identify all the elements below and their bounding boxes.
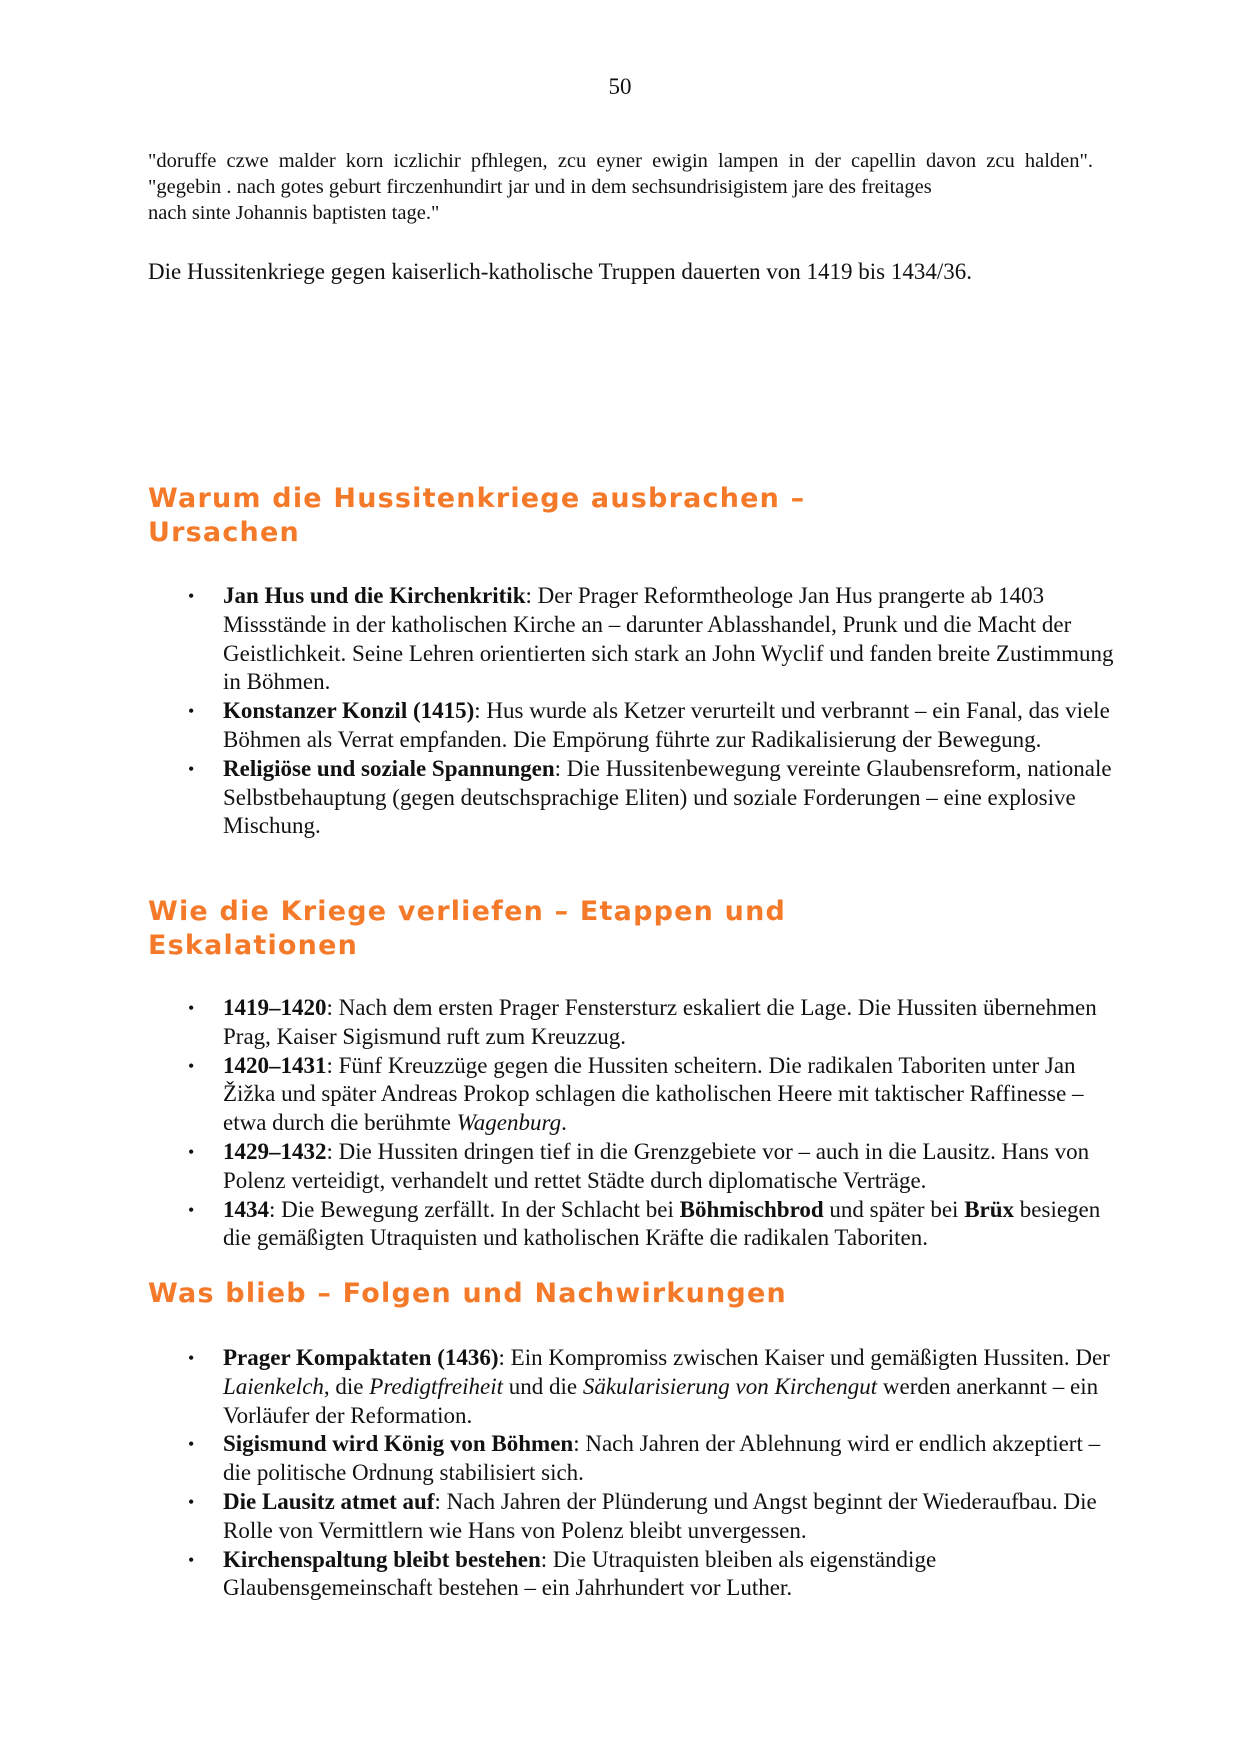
bullet-icon: • [188,758,195,779]
item-italic: Säkularisierung von Kirchengut [582,1373,878,1399]
item-title: Sigismund wird König von Böhmen [223,1431,574,1457]
bullet-icon: • [188,1434,195,1455]
section-heading-course [148,895,786,963]
item-title: Kirchenspaltung bleibt bestehen [223,1546,541,1572]
intro-paragraph: Die Hussitenkriege gegen kaiserlich-katholische Truppen dauerten von 1419 bis 1434/36. [148,259,973,284]
section-heading-causes [148,482,805,550]
list-item [0,994,1240,1052]
list-item [0,755,1240,841]
item-text: : Die Hussiten dringen tief in die Grenzgebiete vor – auch in die Lausitz. Hans von Polenz verteidigt, verhandelt und rettet Städte durch diplomatische Verträge. [223,1138,1090,1193]
item-text: besiegen die gemäßigten Utraquisten und katholischen Kräfte die radikalen Taboriten. [223,1196,1101,1251]
item-italic: Wagenburg [456,1110,562,1136]
bullet-icon: • [188,1141,195,1162]
item-text: und später bei [823,1196,965,1222]
bullet-icon: • [188,998,195,1018]
bullet-icon: • [188,1549,195,1570]
item-text: : Die Utraquisten bleiben als eigenständige Glaubensgemeinschaft bestehen – ein Jahrhundert vor Luther. [223,1546,937,1601]
item-title: Religiöse und soziale Spannungen [223,755,555,781]
bullet-list-consequences [0,1344,1240,1603]
bullet-list-causes [0,582,1240,841]
heading-line: Wie die Kriege verliefen – Etappen und [148,896,787,927]
item-text: : Hus wurde als Ketzer verurteilt und verbrannt – ein Fanal, das viele Böhmen als Verrat empfanden. Die Empörung führte zur Radikalisierung der Bewegung. [223,698,1110,752]
item-title: 1419–1420 [223,995,327,1020]
list-item [0,1430,1240,1488]
item-text: , die [323,1373,370,1399]
list-item [0,1344,1240,1430]
item-text: : Nach dem ersten Prager Fenstersturz eskaliert die Lage. Die Hussiten übernehmen Prag, Kaiser Sigismund ruft zum Kreuzzug. [223,995,1097,1049]
item-title: Prager Kompaktaten (1436) [223,1345,499,1370]
list-item [0,697,1240,755]
heading-line: Ursachen [148,517,300,548]
item-text: : Die Bewegung zerfällt. In der Schlacht bei [269,1196,680,1222]
item-text: werden anerkannt – ein Vorläufer der Reformation. [223,1373,1099,1428]
heading-line: Eskalationen [148,930,359,961]
bullet-icon: • [188,1055,195,1076]
item-title: 1434 [223,1196,269,1222]
bullet-icon: • [188,701,195,722]
bullet-icon: • [188,1491,195,1512]
item-title: Jan Hus und die Kirchenkritik [223,583,526,608]
bullet-list-course [0,994,1240,1253]
list-item [0,582,1240,697]
item-title: Die Lausitz atmet auf [223,1488,435,1514]
bullet-icon: • [188,1348,195,1368]
list-item [0,1488,1240,1546]
item-text: : Fünf Kreuzzüge gegen die Hussiten scheitern. Die radikalen Taboriten unter Jan Žižka und später Andreas Prokop schlagen die katholischen Heere mit taktischer Raffinesse – etwa durch die berühmte [223,1052,1084,1136]
heading-line: Was blieb – Folgen und Nachwirkungen [148,1278,787,1309]
item-text: : Nach Jahren der Ablehnung wird er endlich akzeptiert – die politische Ordnung stabilisiert sich. [223,1431,1101,1486]
item-bold: Brüx [964,1196,1015,1222]
item-bold: Böhmischbrod [679,1196,824,1222]
item-text: : Die Hussitenbewegung vereinte Glaubensreform, nationale Selbstbehauptung (gegen deutschsprachige Eliten) und soziale Forderungen – eine explosive Mischung. [223,755,1112,839]
quote-line-2: nach sinte Johannis baptisten tage." [148,202,440,224]
item-text: . [561,1110,567,1136]
item-italic: Laienkelch [223,1373,324,1399]
list-item [0,1546,1240,1604]
item-title: 1420–1431 [223,1052,327,1078]
quote-line-1: "doruffe czwe malder korn iczlichir pfhlegen, zcu eyner ewigin lampen in der capellin davon zcu halden". "gegebin . nach gotes geburt firczenhundirt jar und in dem sechsundrisigistem jare des freitages [148,150,1093,198]
section-heading-consequences [148,1277,787,1311]
item-title: 1429–1432 [223,1138,327,1164]
list-item [0,1052,1240,1138]
item-title: Konstanzer Konzil (1415) [223,698,475,724]
item-text: : Nach Jahren der Plünderung und Angst beginnt der Wiederaufbau. Die Rolle von Vermittlern wie Hans von Polenz bleibt unvergessen. [223,1488,1097,1543]
item-italic: Predigtfreiheit [369,1373,503,1399]
page-number: 50 [608,74,632,99]
item-text: : Der Prager Reformtheologe Jan Hus prangerte ab 1403 Missstände in der katholischen Kirche an – darunter Ablasshandel, Prunk und die Macht der Geistlichkeit. Seine Lehren orientierten sich stark an John Wyclif und fanden breite Zustimmung in Böhmen. [223,583,1114,695]
list-item [0,1138,1240,1196]
bullet-icon: • [188,1199,195,1220]
item-text: : Ein Kompromiss zwischen Kaiser und gemäßigten Hussiten. Der [498,1345,1110,1370]
item-text: und die [502,1373,583,1399]
heading-line: Warum die Hussitenkriege ausbrachen – [148,483,806,514]
bullet-icon: • [188,586,195,606]
quote-paragraph [148,148,1093,226]
list-item [0,1196,1240,1254]
